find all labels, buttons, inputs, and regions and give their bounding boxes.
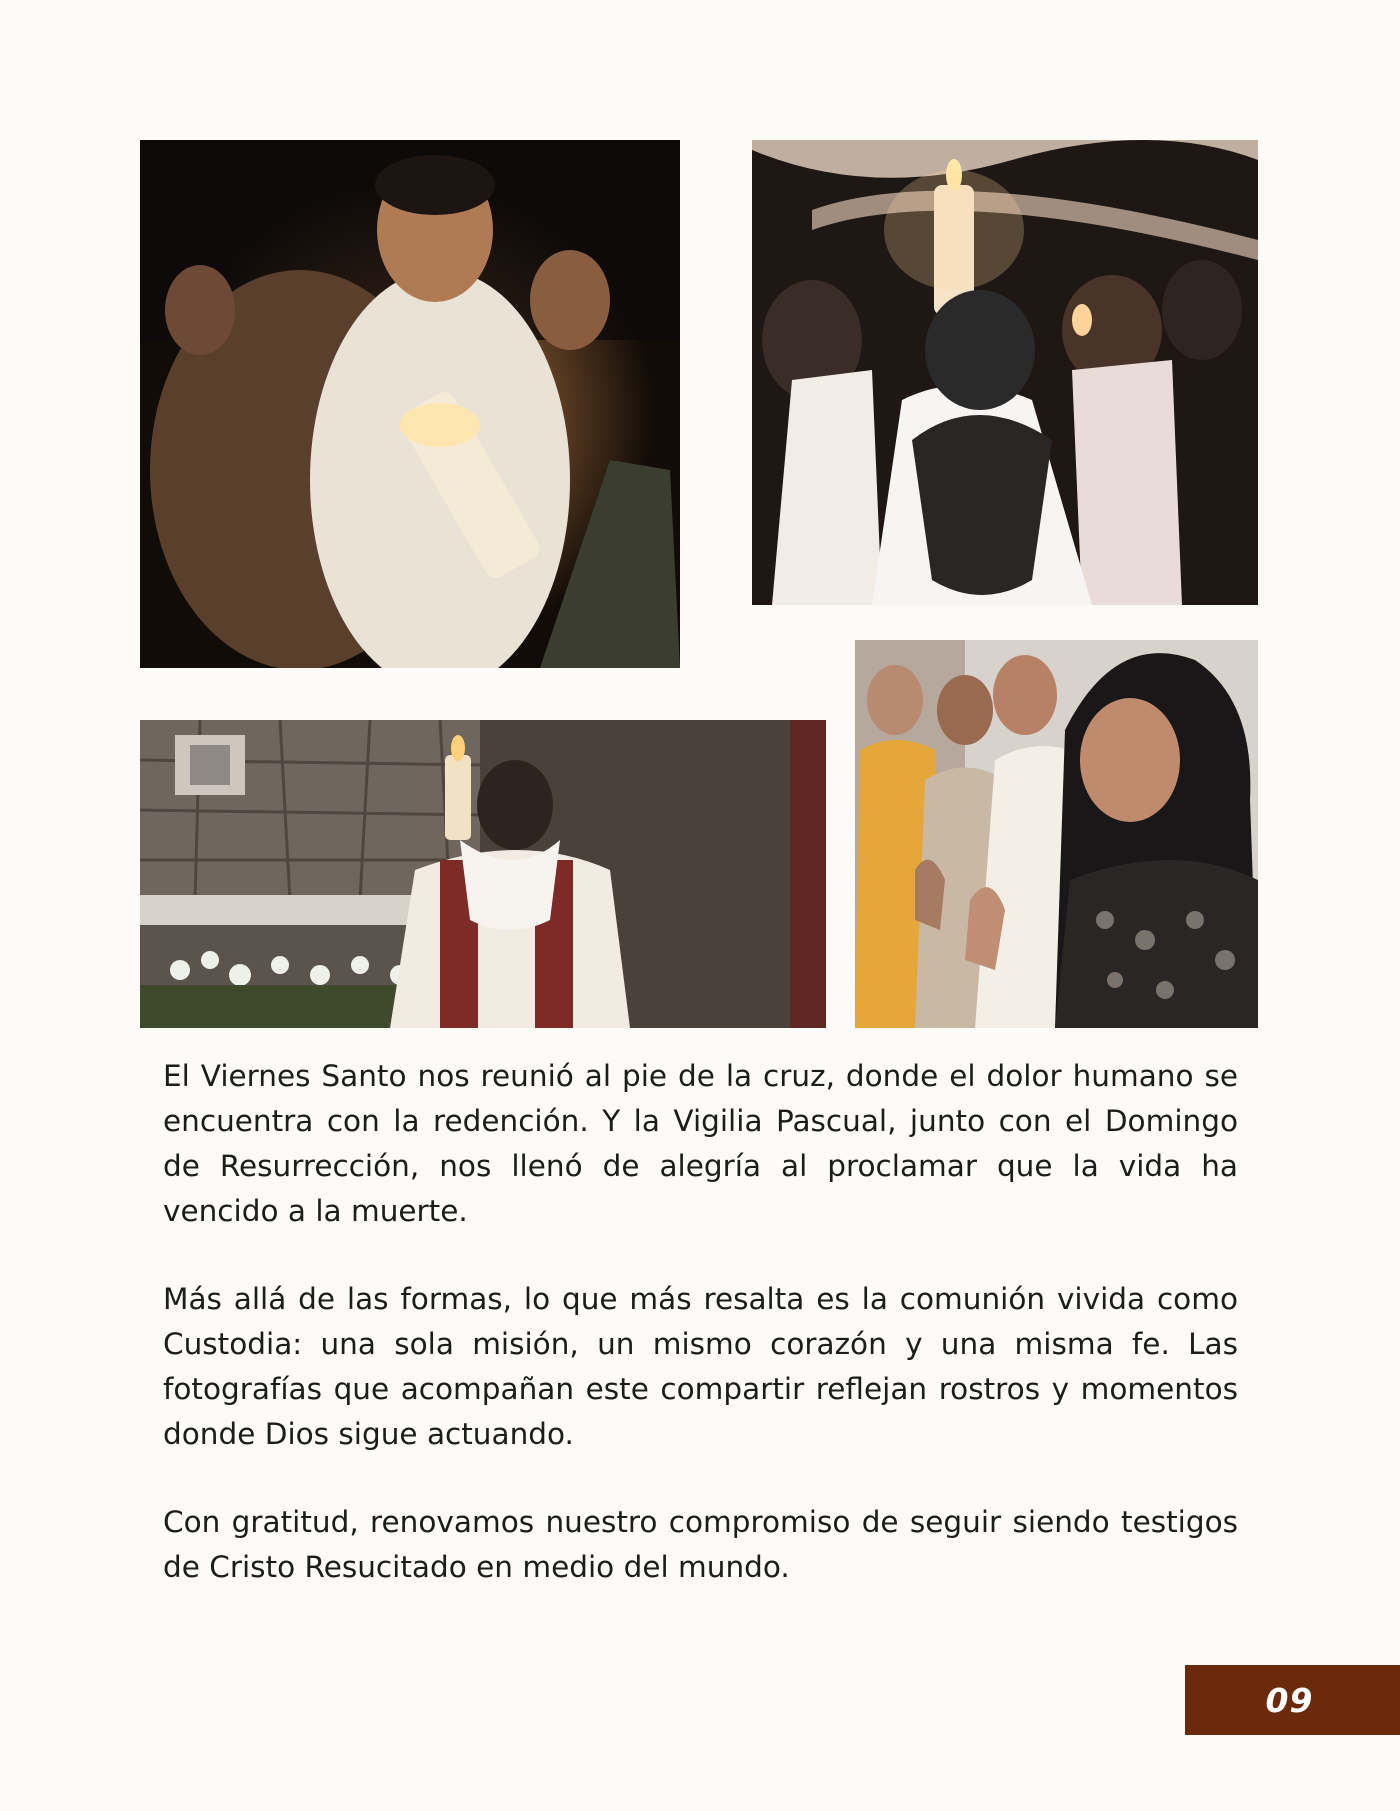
page-number-badge (1185, 1665, 1400, 1735)
paschal-candle-procession-photo (752, 140, 1258, 605)
priest-at-altar-photo (140, 720, 826, 1028)
paragraph-3: Con gratitud, renovamos nuestro compromiso de seguir siendo testigos de Cristo Resucitado en medio del mundo. (163, 1505, 1238, 1584)
women-praying-photo (855, 640, 1258, 1028)
paragraph-1: El Viernes Santo nos reunió al pie de la cruz, donde el dolor humano se encuentra con la redención. Y la Vigilia Pascual, junto con el Domingo de Resurrección, nos llenó de alegría al proclamar que la vida ha vencido a la muerte. (163, 1059, 1238, 1228)
article-body (163, 1054, 1238, 1633)
priest-holding-paschal-candle-photo (140, 140, 680, 668)
paragraph-2: Más allá de las formas, lo que más resalta es la comunión vivida como Custodia: una sola misión, un mismo corazón y una misma fe. Las fotografías que acompañan este compartir reflejan rostros y momentos donde Dios sigue actuando. (163, 1282, 1238, 1451)
page-number: 09 (1265, 1680, 1314, 1720)
